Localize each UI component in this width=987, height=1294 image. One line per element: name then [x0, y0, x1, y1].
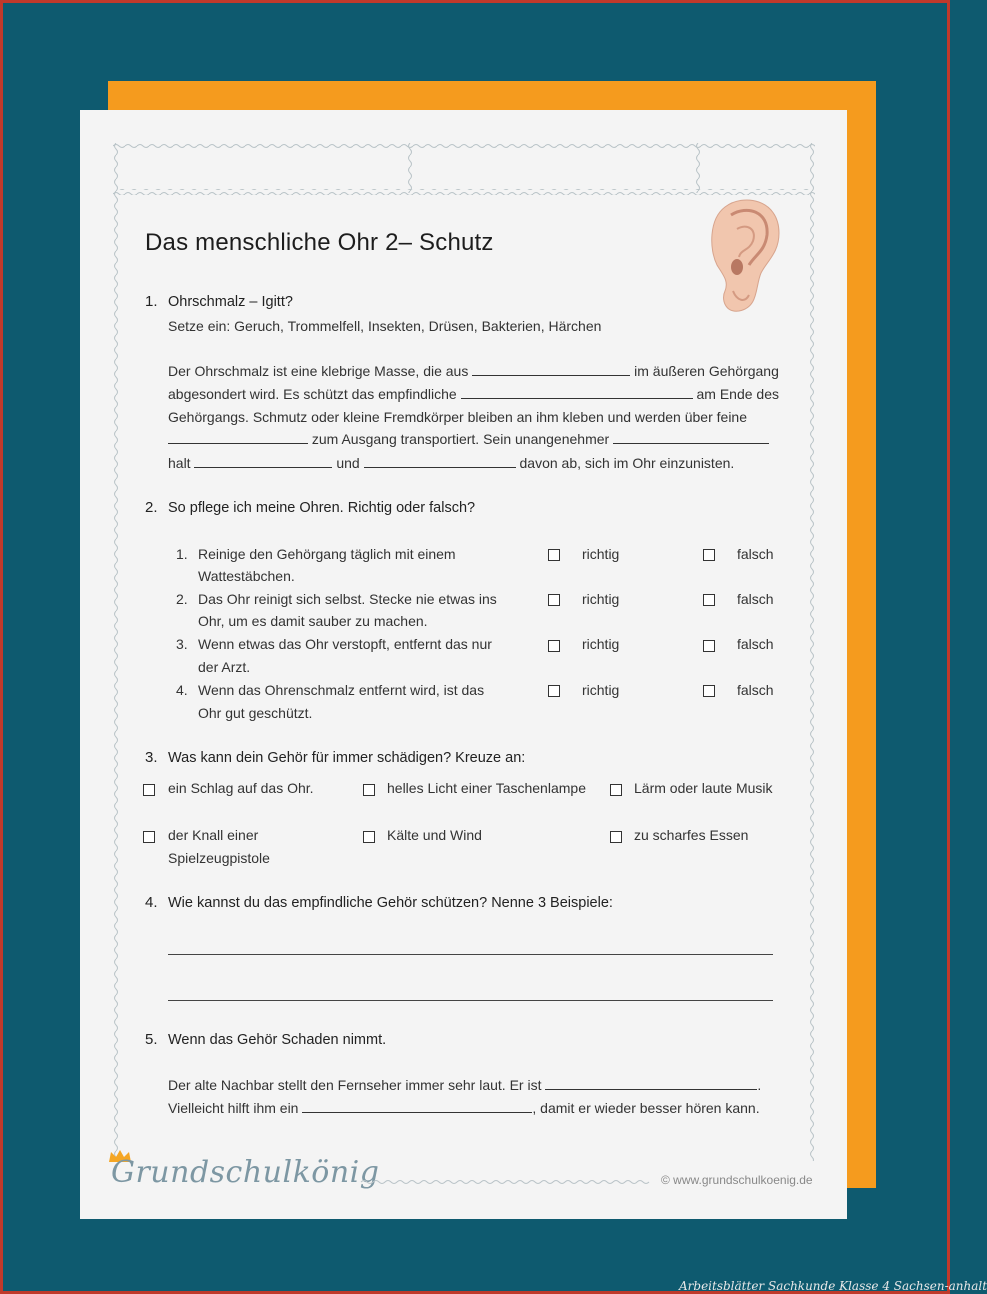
q3-option-5-checkbox[interactable] [363, 831, 375, 843]
q5-line1-text-a: Der alte Nachbar stellt den Fernseher immer sehr laut. Er ist [168, 1077, 542, 1093]
q5-title: Wenn das Gehör Schaden nimmt. [168, 1032, 387, 1048]
q5-blank-2[interactable] [302, 1100, 532, 1113]
ear-image [703, 195, 783, 315]
q5-line1-text-b: . [757, 1077, 762, 1093]
q2-item-text-b: Wattestäbchen. [198, 568, 295, 584]
q2-false-label: falsch [737, 546, 774, 562]
q5-line2 [168, 1100, 760, 1116]
q2-item-1-false-checkbox[interactable] [703, 549, 715, 561]
q3-option-6-checkbox[interactable] [610, 831, 622, 843]
q3-number: 3. [145, 749, 158, 766]
q4-answer-line-2[interactable] [168, 1000, 773, 1001]
q1-number: 1. [145, 293, 158, 310]
q2-item-3-true-checkbox[interactable] [548, 640, 560, 652]
q2-number: 2. [145, 499, 158, 516]
q5-line2-text-a: Vielleicht hilft ihm ein [168, 1100, 299, 1116]
q3-title: Was kann dein Gehör für immer schädigen? Kreuze an: [168, 750, 526, 766]
q1-line2 [168, 386, 779, 402]
q2-item-text-b: Ohr, um es damit sauber zu machen. [198, 613, 428, 629]
q2-item-text-b: der Arzt. [198, 659, 251, 675]
q2-item-4-true-checkbox[interactable] [548, 685, 560, 697]
q1-line4-text-a: zum Ausgang transportiert. Sein unangenehmer [311, 431, 610, 447]
q2-item-text-b: Ohr gut geschützt. [198, 705, 313, 721]
q5-line1 [168, 1077, 761, 1093]
q5-line2-text-b: , damit er wieder besser hören kann. [532, 1100, 760, 1116]
page-title: Das menschliche Ohr 2– Schutz [145, 229, 494, 256]
q1-line1-text-b: im äußeren Gehörgang [634, 363, 779, 379]
q1-blank-6[interactable] [364, 455, 516, 468]
q1-line5-text-b: und [336, 455, 360, 471]
q2-false-label: falsch [737, 636, 774, 652]
q4-number: 4. [145, 894, 158, 911]
q1-line5 [168, 455, 734, 471]
q2-item-2-true-checkbox[interactable] [548, 594, 560, 606]
q2-false-label: falsch [737, 591, 774, 607]
q2-item-number: 2. [176, 591, 188, 607]
q2-false-label: falsch [737, 682, 774, 698]
q3-option-1-checkbox[interactable] [143, 784, 155, 796]
q4-answer-line-1[interactable] [168, 954, 773, 955]
q3-option-3-label: Lärm oder laute Musik [634, 780, 773, 796]
footer-wavy-line [361, 1178, 653, 1186]
q5-number: 5. [145, 1031, 158, 1048]
header-cell-class[interactable] [413, 143, 695, 193]
q2-item-number: 1. [176, 546, 188, 562]
q3-option-2-checkbox[interactable] [363, 784, 375, 796]
brand-logo: Grundschulkönig [111, 1155, 380, 1190]
q3-option-4-checkbox[interactable] [143, 831, 155, 843]
q1-blank-1[interactable] [472, 363, 630, 376]
q1-blank-2[interactable] [461, 386, 693, 399]
q3-option-4-label: der Knall einer [168, 827, 259, 843]
q3-option-1-label: ein Schlag auf das Ohr. [168, 780, 314, 796]
q2-true-label: richtig [582, 591, 620, 607]
q1-line1-text-a: Der Ohrschmalz ist eine klebrige Masse, die aus [168, 363, 469, 379]
q2-true-label: richtig [582, 682, 620, 698]
q1-line5-text-a: halt [168, 455, 191, 471]
q3-option-6-label: zu scharfes Essen [634, 827, 749, 843]
q3-option-3-checkbox[interactable] [610, 784, 622, 796]
q2-item-text-a: Wenn das Ohrenschmalz entfernt wird, ist das [198, 682, 485, 698]
q1-line3: Gehörgangs. Schmutz oder kleine Fremdkörper bleiben an ihm kleben und werden über feine [168, 409, 748, 425]
q2-item-text-a: Wenn etwas das Ohr verstopft, entfernt das nur [198, 636, 492, 652]
q1-line5-text-c: davon ab, sich im Ohr einzunisten. [519, 455, 735, 471]
q1-line2-text-a: abgesondert wird. Es schützt das empfindliche [168, 386, 457, 402]
q2-item-2-false-checkbox[interactable] [703, 594, 715, 606]
q4-title: Wie kannst du das empfindliche Gehör schützen? Nenne 3 Beispiele: [168, 895, 613, 911]
q2-item-text-a: Das Ohr reinigt sich selbst. Stecke nie etwas ins [198, 591, 497, 607]
q3-option-4-label-line2: Spielzeugpistole [168, 850, 270, 866]
q2-true-label: richtig [582, 546, 620, 562]
q1-blank-4[interactable] [613, 431, 769, 444]
q1-line2-text-b: am Ende des [696, 386, 779, 402]
q1-title: Ohrschmalz – Igitt? [168, 294, 293, 310]
copyright-text: © www.grundschulkoenig.de [661, 1173, 813, 1187]
q1-line1 [168, 363, 779, 379]
q2-item-text-a: Reinige den Gehörgang täglich mit einem [198, 546, 456, 562]
q2-item-number: 4. [176, 682, 188, 698]
q5-blank-1[interactable] [545, 1077, 757, 1090]
watermark-caption: Arbeitsblätter Sachkunde Klasse 4 Sachsen-anhalt [679, 1279, 987, 1293]
q2-title: So pflege ich meine Ohren. Richtig oder falsch? [168, 500, 476, 516]
q2-item-number: 3. [176, 636, 188, 652]
q1-blank-3[interactable] [168, 431, 308, 444]
q1-line4 [168, 431, 769, 447]
name-date-header [113, 143, 815, 193]
q2-item-3-false-checkbox[interactable] [703, 640, 715, 652]
header-cell-name[interactable] [119, 143, 409, 193]
q2-true-label: richtig [582, 636, 620, 652]
q1-blank-5[interactable] [194, 455, 332, 468]
q2-item-1-true-checkbox[interactable] [548, 549, 560, 561]
header-cell-date[interactable] [701, 143, 809, 193]
q3-option-5-label: Kälte und Wind [387, 827, 482, 843]
q1-instruction: Setze ein: Geruch, Trommelfell, Insekten, Drüsen, Bakterien, Härchen [168, 318, 602, 334]
q3-option-2-label: helles Licht einer Taschenlampe [387, 780, 586, 796]
q2-item-4-false-checkbox[interactable] [703, 685, 715, 697]
